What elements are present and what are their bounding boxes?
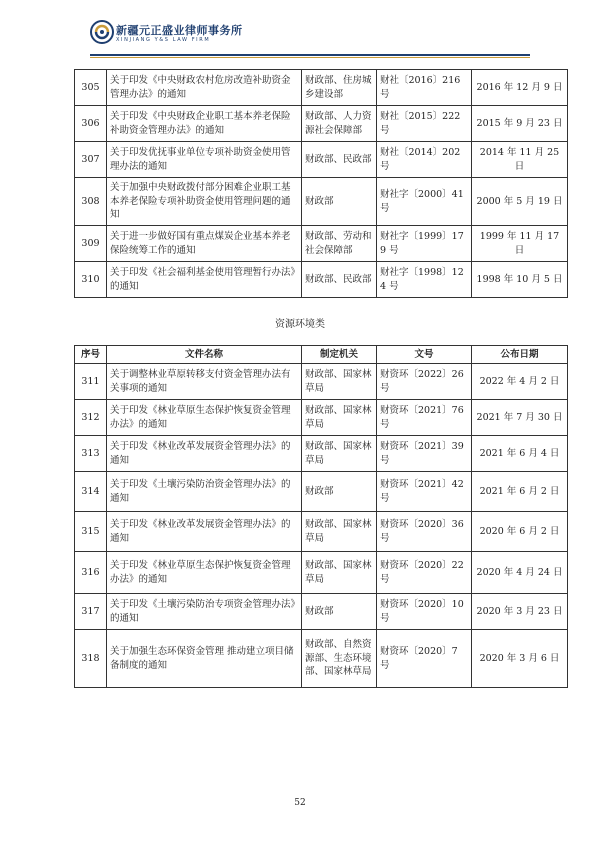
cell-date: 2016 年 12 月 9 日 [472, 70, 568, 106]
table-row [75, 512, 568, 552]
table-header-row [75, 346, 568, 364]
cell-date: 2020 年 6 月 2 日 [472, 512, 568, 552]
cell-agency: 财政部、住房城乡建设部 [302, 70, 377, 106]
firm-logo-icon [90, 20, 114, 44]
section-title: 资源环境类 [275, 319, 325, 330]
header-agency: 制定机关 [302, 346, 377, 364]
cell-no: 316 [75, 552, 107, 594]
table-row [75, 70, 568, 106]
cell-agency: 财政部 [302, 594, 377, 630]
cell-date: 2022 年 4 月 2 日 [472, 364, 568, 400]
cell-agency: 财政部、人力资源社会保障部 [302, 106, 377, 142]
cell-agency: 财政部、劳动和社会保障部 [302, 226, 377, 262]
cell-no: 306 [75, 106, 107, 142]
cell-doc: 财社〔2016〕216 号 [377, 70, 472, 106]
table-row [75, 630, 568, 688]
cell-no: 305 [75, 70, 107, 106]
cell-no: 314 [75, 472, 107, 512]
cell-no: 317 [75, 594, 107, 630]
cell-doc: 财资环〔2022〕26 号 [377, 364, 472, 400]
cell-doc: 财社字〔1999〕179 号 [377, 226, 472, 262]
table-row [75, 472, 568, 512]
table-row [75, 400, 568, 436]
cell-doc: 财资环〔2020〕36 号 [377, 512, 472, 552]
cell-agency: 财政部、国家林草局 [302, 400, 377, 436]
cell-name: 关于印发《林业改革发展资金管理办法》的通知 [107, 436, 302, 472]
cell-agency: 财政部、国家林草局 [302, 436, 377, 472]
header-no: 序号 [75, 346, 107, 364]
cell-doc: 财资环〔2020〕7 号 [377, 630, 472, 688]
table-row [75, 594, 568, 630]
cell-name: 关于印发《土壤污染防治专项资金管理办法》的通知 [107, 594, 302, 630]
cell-agency: 财政部 [302, 178, 377, 226]
cell-doc: 财资环〔2021〕39 号 [377, 436, 472, 472]
cell-doc: 财社〔2014〕202 号 [377, 142, 472, 178]
firm-name-cn: 新疆元正盛业律师事务所 [116, 24, 243, 37]
header-date: 公布日期 [472, 346, 568, 364]
table-row [75, 142, 568, 178]
table-row [75, 178, 568, 226]
cell-date: 2015 年 9 月 23 日 [472, 106, 568, 142]
table-resources-environment [74, 345, 568, 688]
header-doc: 文号 [377, 346, 472, 364]
cell-date: 2000 年 5 月 19 日 [472, 178, 568, 226]
cell-date: 2021 年 6 月 4 日 [472, 436, 568, 472]
cell-doc: 财社字〔2000〕41 号 [377, 178, 472, 226]
header-name: 文件名称 [107, 346, 302, 364]
cell-no: 318 [75, 630, 107, 688]
cell-date: 2021 年 7 月 30 日 [472, 400, 568, 436]
cell-date: 2020 年 4 月 24 日 [472, 552, 568, 594]
cell-name: 关于印发《林业草原生态保护恢复资金管理办法》的通知 [107, 400, 302, 436]
cell-agency: 财政部、自然资源部、生态环境部、国家林草局 [302, 630, 377, 688]
cell-doc: 财资环〔2020〕22 号 [377, 552, 472, 594]
cell-no: 309 [75, 226, 107, 262]
cell-agency: 财政部 [302, 472, 377, 512]
table-row [75, 106, 568, 142]
cell-doc: 财社〔2015〕222 号 [377, 106, 472, 142]
cell-agency: 财政部、国家林草局 [302, 552, 377, 594]
firm-name-en: XINJIANG Y&S LAW FIRM [116, 37, 211, 43]
table-row [75, 552, 568, 594]
cell-no: 310 [75, 262, 107, 298]
cell-date: 2020 年 3 月 6 日 [472, 630, 568, 688]
letterhead [90, 12, 530, 62]
cell-name: 关于印发《林业改革发展资金管理办法》的通知 [107, 512, 302, 552]
cell-name: 关于调整林业草原转移支付资金管理办法有关事项的通知 [107, 364, 302, 400]
table-row [75, 436, 568, 472]
table-social-security [74, 69, 568, 298]
cell-name: 关于印发《社会福利基金使用管理暂行办法》的通知 [107, 262, 302, 298]
cell-name: 关于印发《中央财政农村危房改造补助资金管理办法》的通知 [107, 70, 302, 106]
cell-name: 关于印发《土壤污染防治资金管理办法》的通知 [107, 472, 302, 512]
page-number: 52 [294, 798, 306, 808]
cell-date: 2014 年 11 月 25 日 [472, 142, 568, 178]
header-rule [90, 54, 530, 56]
cell-agency: 财政部、民政部 [302, 262, 377, 298]
cell-no: 313 [75, 436, 107, 472]
cell-name: 关于加强中央财政拨付部分困难企业职工基本养老保险专项补助资金使用管理问题的通知 [107, 178, 302, 226]
cell-agency: 财政部、国家林草局 [302, 512, 377, 552]
cell-agency: 财政部、国家林草局 [302, 364, 377, 400]
cell-no: 315 [75, 512, 107, 552]
cell-doc: 财资环〔2020〕10 号 [377, 594, 472, 630]
table-row [75, 262, 568, 298]
cell-name: 关于进一步做好国有重点煤炭企业基本养老保险统筹工作的通知 [107, 226, 302, 262]
header-rule-accent [90, 57, 530, 58]
cell-no: 308 [75, 178, 107, 226]
cell-date: 2021 年 6 月 2 日 [472, 472, 568, 512]
cell-name: 关于加强生态环保资金管理 推动建立项目储备制度的通知 [107, 630, 302, 688]
cell-doc: 财社字〔1998〕124 号 [377, 262, 472, 298]
cell-agency: 财政部、民政部 [302, 142, 377, 178]
cell-name: 关于印发优抚事业单位专项补助资金使用管理办法的通知 [107, 142, 302, 178]
cell-no: 311 [75, 364, 107, 400]
table-row [75, 364, 568, 400]
cell-name: 关于印发《林业草原生态保护恢复资金管理办法》的通知 [107, 552, 302, 594]
cell-date: 2020 年 3 月 23 日 [472, 594, 568, 630]
cell-no: 307 [75, 142, 107, 178]
cell-doc: 财资环〔2021〕76 号 [377, 400, 472, 436]
cell-no: 312 [75, 400, 107, 436]
cell-date: 1998 年 10 月 5 日 [472, 262, 568, 298]
cell-date: 1999 年 11 月 17 日 [472, 226, 568, 262]
table-row [75, 226, 568, 262]
cell-doc: 财资环〔2021〕42 号 [377, 472, 472, 512]
cell-name: 关于印发《中央财政企业职工基本养老保险补助资金管理办法》的通知 [107, 106, 302, 142]
